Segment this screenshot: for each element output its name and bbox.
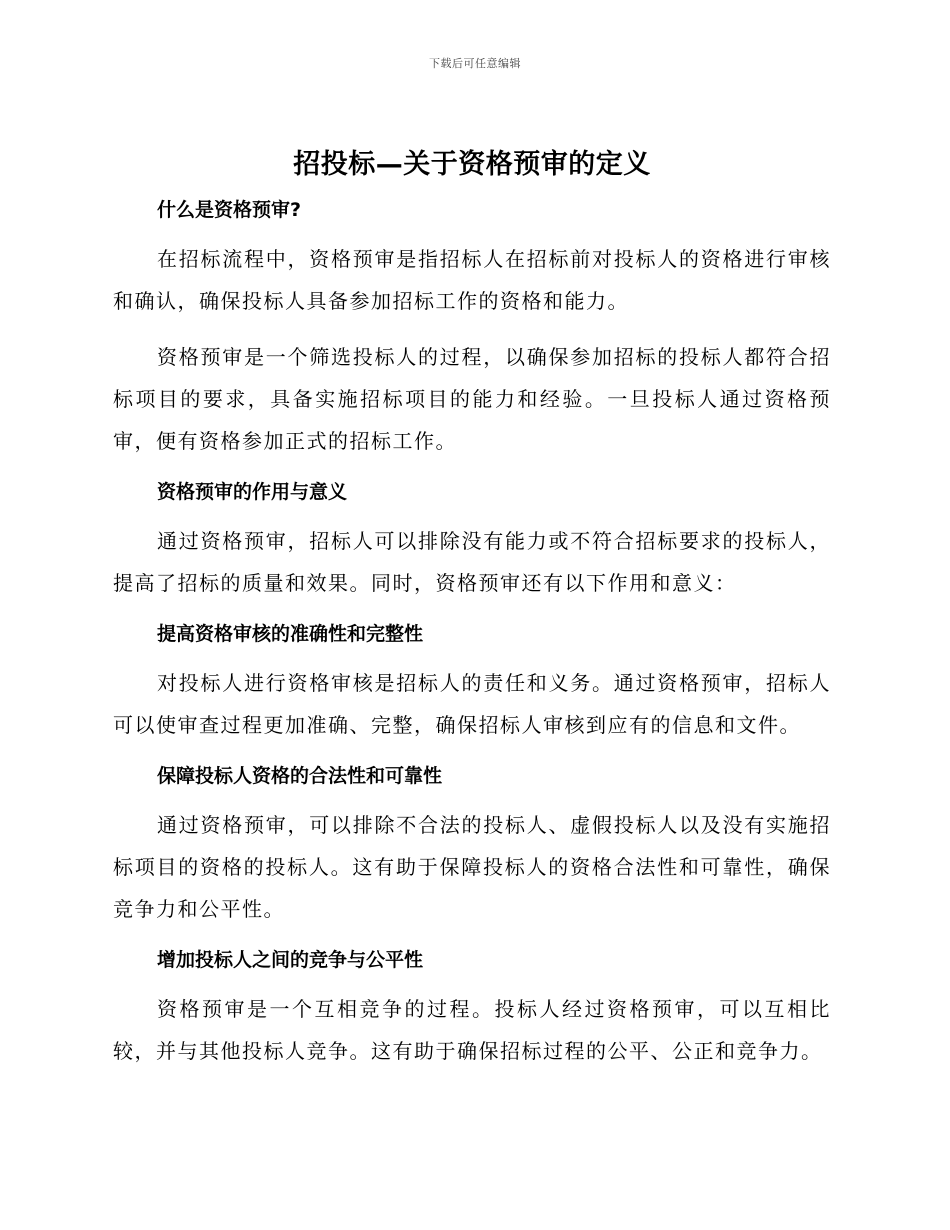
spacer (113, 648, 831, 662)
document-title: 招投标—关于资格预审的定义 (293, 149, 651, 180)
paragraph: 通过资格预审，招标人可以排除没有能力或不符合招标要求的投标人，提高了招标的质量和效果。同时，资格预审还有以下作用和意义： (113, 529, 831, 595)
spacer (113, 224, 831, 238)
section-heading: 增加投标人之间的竞争与公平性 (157, 949, 424, 971)
spacer (113, 462, 831, 478)
spacer (113, 974, 831, 988)
section-heading: 提高资格审核的准确性和完整性 (157, 623, 424, 645)
spacer (113, 930, 831, 946)
paragraph: 在招标流程中，资格预审是指招标人在招标前对投标人的资格进行审核和确认，确保投标人具备参加招标工作的资格和能力。 (113, 247, 831, 313)
section-heading: 保障投标人资格的合法性和可靠性 (157, 765, 443, 787)
spacer (113, 506, 831, 520)
paragraph: 对投标人进行资格审核是招标人的责任和义务。通过资格预审，招标人可以使审查过程更加准确、完整，确保招标人审核到应有的信息和文件。 (113, 671, 831, 737)
paragraph: 资格预审是一个筛选投标人的过程，以确保参加招标的投标人都符合招标项目的要求，具备实施招标项目的能力和经验。一旦投标人通过资格预审，便有资格参加正式的招标工作。 (113, 345, 831, 453)
paragraph: 通过资格预审，可以排除不合法的投标人、虚假投标人以及没有实施招标项目的资格的投标人。这有助于保障投标人的资格合法性和可靠性，确保竞争力和公平性。 (113, 813, 831, 921)
header-note: 下载后可任意编辑 (429, 57, 521, 70)
paragraph: 资格预审是一个互相竞争的过程。投标人经过资格预审，可以互相比较，并与其他投标人竞争。这有助于确保招标过程的公平、公正和竞争力。 (113, 997, 831, 1063)
document-content (113, 146, 831, 1072)
section-heading: 什么是资格预审? (157, 199, 302, 221)
section-heading: 资格预审的作用与意义 (157, 481, 348, 503)
spacer (113, 322, 831, 336)
spacer (113, 746, 831, 762)
spacer (113, 790, 831, 804)
spacer (113, 604, 831, 620)
